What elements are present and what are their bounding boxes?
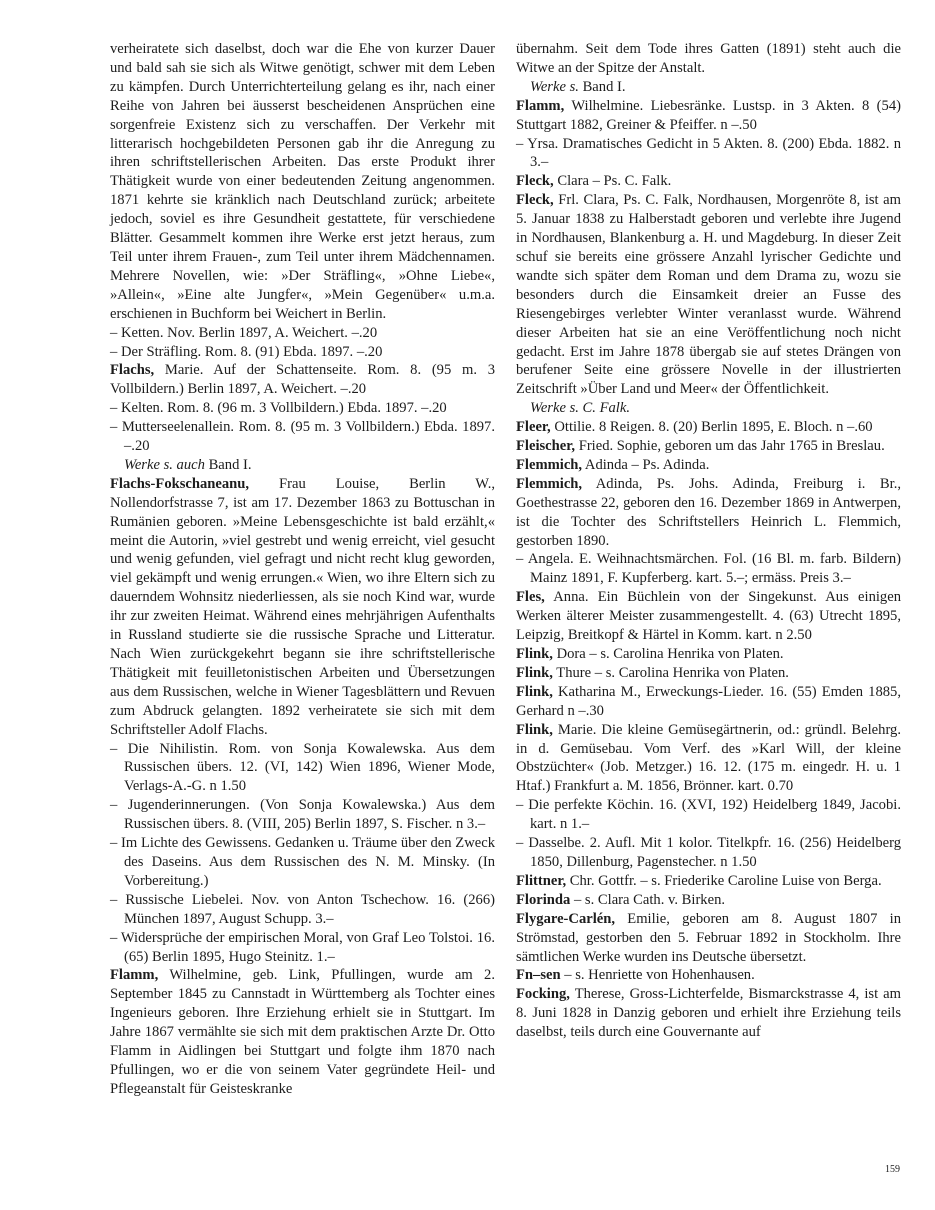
author-headword: Fn–sen [516,967,561,984]
entry-text: Frl. Clara, Ps. C. Falk, Nordhausen, Morgenröte 8, ist am 5. Januar 1838 zu Halberstadt geboren und verlebte ihre Jugend in Nordhausen, Blankenburg a. H. und Magdeburg. In dieser Zeit schuf sie bereits eine grössere Anzahl lyrischer Gedichte und wandte sich später dem Roman und dem Drama zu, wozu sie besonders durch die Einsamkeit dreier an Fusse des Riesengebirges verlebter Winter veranlasst wurde. Während dieser Arbeiten hat sie an eine Veröffentlichung noch nicht gedacht. Erst im Jahre 1878 übergab sie auf stetes Drängen von berufener Seite eine grössere Novelle in der illustrierten Zeitschrift »Über Land und Meer« der Öffentlichkeit. [516,192,901,398]
author-entry [516,985,901,1042]
entry-text: Adinda – Ps. Adinda. [584,456,710,473]
continued-text [110,40,495,324]
author-entry [516,172,901,191]
author-headword: Fles, [516,589,545,606]
reference-label: Werke s. auch [124,456,205,473]
author-entry [110,966,495,1098]
author-entry [516,97,901,135]
author-headword: Flemmich, [516,475,583,492]
work-text: Die perfekte Köchin. 16. (XVI, 192) Heidelberg 1849, Jacobi. kart. n 1.– [528,797,901,833]
entry-text: Marie. Auf der Schattenseite. Rom. 8. (95 m. 3 Vollbildern.) Berlin 1897, A. Weichert. –.20 [110,362,495,398]
author-headword: Flamm, [516,97,565,114]
author-headword: Flink, [516,646,553,662]
author-headword: Flachs, [110,362,155,379]
work-text: Russische Liebelei. Nov. von Anton Tschechow. 16. (266) München 1897, August Schupp. 3.– [124,891,495,927]
reference-label: Werke s. C. Falk. [530,400,630,417]
author-headword: Flemmich, [516,456,583,473]
work-listing [516,834,901,872]
continued-text [516,40,901,78]
entry-text: Anna. Ein Büchlein von der Singekunst. Aus einigen Werken älterer Meister zusammengestellt. 4. (63) Utrecht 1895, Leipzig, Breitkopf & Härtel in Komm. kart. n 2.50 [516,589,901,644]
work-text: Widersprüche der empirischen Moral, von Graf Leo Tolstoi. 16. (65) Berlin 1895, Hugo Steinitz. 1.– [120,929,495,965]
work-text: Angela. E. Weihnachtsmärchen. Fol. (16 Bl. m. farb. Bildern) Mainz 1891, F. Kupferberg. kart. 5.–; ermäss. Preis 3.– [527,551,901,587]
author-entry [516,966,901,985]
author-entry [110,361,495,399]
author-entry [516,456,901,475]
author-headword: Fleck, [516,192,554,209]
entry-text: Dora – s. Carolina Henrika von Platen. [556,646,784,662]
entry-text: – s. Henriette von Hohenhausen. [564,967,755,984]
author-entry [516,418,901,437]
work-text: Im Lichte des Gewissens. Gedanken u. Träume über den Zweck des Daseins. Aus dem Russischen des N. M. Minsky. (In Vorbereitung.) [121,835,495,889]
entry-text: Emilie, geboren am 8. August 1807 in Strömstad, gestorben den 5. Februar 1892 in Stockholm. Ihre sämtlichen Werke wurden ins Deutsche übersetzt. [516,910,901,965]
author-entry [516,683,901,721]
work-listing [110,929,495,967]
author-headword: Florinda [516,891,571,908]
author-entry [516,475,901,551]
author-entry [516,910,901,967]
entry-text: Wilhelmine, geb. Link, Pfullingen, wurde am 2. September 1845 zu Cannstadt in Württemberg als Tochter eines Ingenieurs geboren. Ihre Erziehung erhielt sie in Stuttgart. Im Jahre 1867 vermählte sie sich mit dem praktischen Arzte Dr. Otto Flamm in Aidlingen bei Stuttgart und folgte ihm 1870 nach Pfullingen, wo er die von seinem Vater gegründete Heil- und Pflegeanstalt für Geisteskranke [110,967,495,1097]
left-column [110,40,495,1099]
author-entry [516,891,901,910]
author-headword: Flink, [516,721,553,738]
author-entry [110,475,495,740]
entry-text: Marie. Die kleine Gemüsegärtnerin, od.: gründl. Belehrg. in d. Gemüsebau. Vom Verf. des »Karl Will, der kleine Obstzüchter« (Job. Metzger.) 16. 12. (175 m. eingedr. H. u. 1 Htaf.) Frankfurt a. M. 1856, Brönner. kart. 0.70 [516,721,901,795]
cross-reference [516,78,901,97]
work-listing [516,796,901,834]
work-text: Mutterseelenallein. Rom. 8. (95 m. 3 Vollbildern.) Ebda. 1897. –.20 [121,419,495,455]
entry-text: Chr. Gottfr. – s. Friederike Caroline Luise von Berga. [569,872,882,889]
author-entry [516,437,901,456]
work-text: Dasselbe. 2. Aufl. Mit 1 kolor. Titelkpfr. 16. (256) Heidelberg 1850, Dillenburg, Pagenstecher. n 1.50 [528,835,901,870]
entry-text: Clara – Ps. C. Falk. [557,173,672,190]
work-listing [110,399,495,418]
author-headword: Flink, [516,683,553,700]
author-headword: Focking, [516,986,570,1003]
work-listing [110,834,495,891]
work-listing [516,135,901,173]
entry-text: Ottilie. 8 Reigen. 8. (20) Berlin 1895, E. Bloch. n –.60 [554,419,873,436]
page-number: 159 [885,1164,900,1175]
author-headword: Fleer, [516,419,551,436]
author-entry [516,664,901,683]
author-headword: Flygare-Carlén, [516,910,616,927]
author-headword: Flittner, [516,872,567,889]
author-entry [516,588,901,645]
author-entry [516,721,901,797]
work-listing [110,418,495,456]
entry-text: Therese, Gross-Lichterfelde, Bismarckstrasse 4, ist am 8. Juni 1828 in Danzig geboren und erhielt ihre Erziehung teils daselbst, teils durch eine Gouvernante auf [516,986,901,1041]
work-text: Yrsa. Dramatisches Gedicht in 5 Akten. 8. (200) Ebda. 1882. n 3.– [527,135,902,171]
reference-text: Band I. [582,78,626,95]
work-text: Kelten. Rom. 8. (96 m. 3 Vollbildern.) Ebda. 1897. –.20 [120,400,447,417]
reference-text: Band I. [208,456,252,473]
work-listing [110,891,495,929]
entry-text: Adinda, Ps. Johs. Adinda, Freiburg i. Br., Goethestrasse 22, geboren den 16. Dezember 1869 in Antwerpen, ist die Tochter des Schriftstellers Heinrich L. Flemmich, gestorben 1890. [516,475,902,549]
entry-text: Frau Louise, Berlin W., Nollendorfstrasse 7, ist am 17. Dezember 1863 zu Bottuschan in Rumänien geboren. »Meine Lebensgeschichte ist bald erzählt,« meint die Autorin, »viel gestrebt und wenig erreicht, viel gesucht und wenig gefunden, viel gefragt und nicht recht klug geworden, viel gekämpft und wenig errungen.« Wien, wo ihre Eltern sich zu dauerndem Wohnsitz niederliessen, als sie noch Kind war, wurde ihr zur zweiten Heimat. Während eines mehrjährigen Aufenthalts in Russland studierte sie die russische Sprache und Litteratur. Nach Wien zurückgekehrt begann sie ihre schriftstellerische Thätigkeit mit feuilletonistischen Arbeiten und Übersetzungen aus dem Russischen, welche in Wiener Tagesblättern und Revuen zum Abdruck gelangten. 1892 verheiratete sie sich mit dem Schriftsteller Adolf Flachs. [110,475,495,738]
work-text: Ketten. Nov. Berlin 1897, A. Weichert. –.20 [120,324,378,341]
work-listing [516,550,901,588]
work-listing [110,324,495,343]
entry-text: – s. Clara Cath. v. Birken. [573,891,726,908]
right-column [516,40,901,1042]
entry-text: Katharina M., Erweckungs-Lieder. 16. (55) Emden 1885, Gerhard n –.30 [516,683,901,719]
author-headword: Fleck, [516,173,554,190]
entry-text: verheiratete sich daselbst, doch war die Ehe von kurzer Dauer und bald sah sie sich als Witwe genötigt, schwer mit dem Leben zu kämpfen. Durch Unterrichterteilung gelang es ihr, nach einer Reihe von Jahren bei äusserst bescheidenen Ansprüchen eine sorgenfreie Existenz sich zu verschaffen. Der Verkehr mit litterarisch hochgebildeten Personen gab ihr die Anregung zu ihren schriftstellerischen Arbeiten. Das erste Produkt ihrer Thätigkeit wurde von einer bedeutenden Zeitung angenommen. 1871 kehrte sie kränklich nach Deutschland zurück; arbeitete jedoch, soviel es ihre Gesundheit gestattete, für verschiedene Blätter. Gesammelt kommen ihre Werke erst jetzt heraus, zum Teil unter ihrem Frauen-, zum Teil unter ihrem Mädchennamen. Mehrere Novellen, wie: »Der Sträfling«, »Ohne Liebe«, »Allein«, »Eine alte Jungfer«, »Mein Gegenüber« u.m.a. erschienen in Buchform bei Weichert in Berlin. [110,41,495,322]
author-entry [516,191,901,399]
cross-reference [110,456,495,475]
work-text: Die Nihilistin. Rom. von Sonja Kowalewska. Aus dem Russischen übers. 12. (VI, 142) Wien 1896, Wiener Mode, Verlags-A.-G. n 1.50 [124,740,495,795]
cross-reference [516,399,901,418]
author-entry [516,645,901,664]
author-headword: Fleischer, [516,438,576,455]
author-entry [516,872,901,891]
reference-label: Werke s. [530,78,579,95]
work-text: Der Sträfling. Rom. 8. (91) Ebda. 1897. –.20 [120,343,383,360]
work-listing [110,796,495,834]
entry-text: übernahm. Seit dem Tode ihres Gatten (1891) steht auch die Witwe an der Spitze der Anstalt. [516,41,901,76]
work-listing [110,343,495,362]
author-headword: Flamm, [110,967,159,984]
work-text: Jugenderinnerungen. (Von Sonja Kowalewska.) Aus dem Russischen übers. 8. (VIII, 205) Berlin 1897, S. Fischer. n 3.– [124,797,496,833]
author-headword: Flachs-Fokschaneanu, [110,475,250,492]
entry-text: Thure – s. Carolina Henrika von Platen. [556,664,789,681]
entry-text: Wilhelmine. Liebesränke. Lustsp. in 3 Akten. 8 (54) Stuttgart 1882, Greiner & Pfeiffer. n –.50 [516,97,901,133]
entry-text: Fried. Sophie, geboren um das Jahr 1765 in Breslau. [578,438,885,455]
author-headword: Flink, [516,664,553,681]
work-listing [110,740,495,797]
